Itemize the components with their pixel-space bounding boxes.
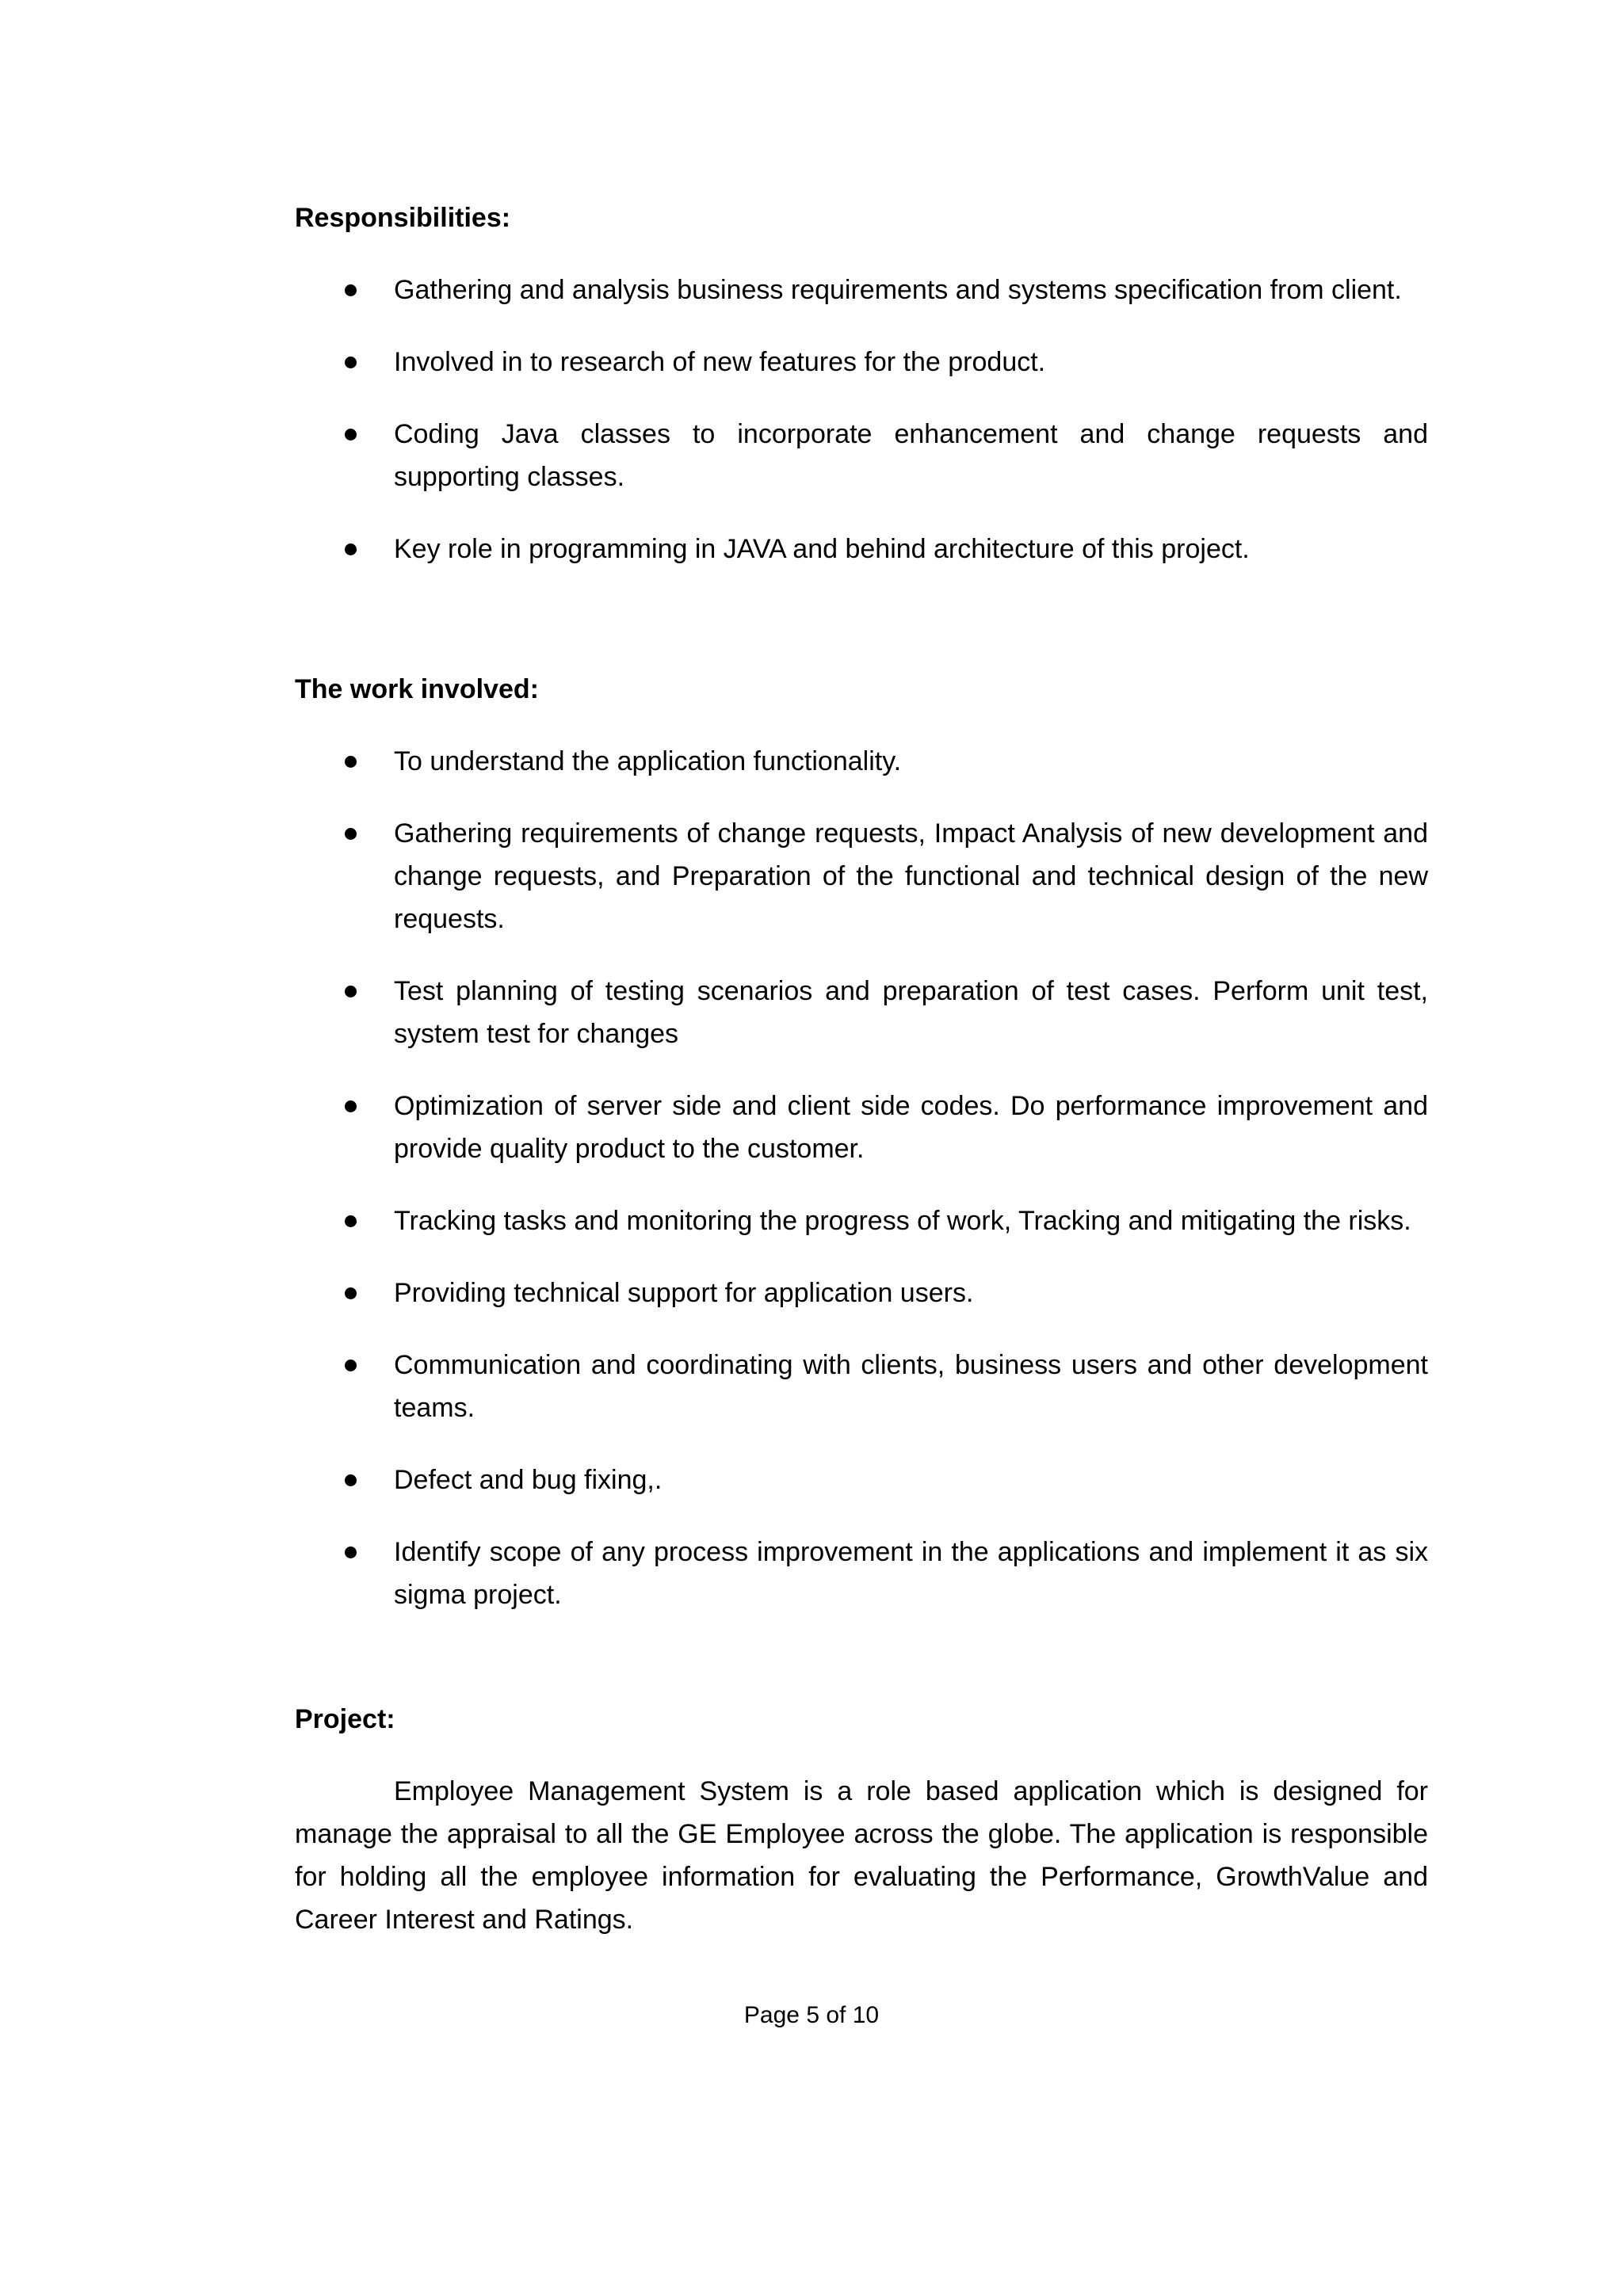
list-item-text: Gathering requirements of change requests, Impact Analysis of new development and change requests, and Preparation of the functional and technical design of the new requests. <box>394 818 1428 934</box>
list-item-text: Providing technical support for application users. <box>394 1278 974 1308</box>
project-heading: Project: <box>295 1704 395 1734</box>
bullet-icon <box>345 1547 357 1558</box>
page-content <box>295 196 1428 1941</box>
list-item <box>295 740 1428 783</box>
project-description: Employee Management System is a role based application which is designed for manage the appraisal to all the GE Employee across the globe. The application is responsible for holding all the employee information for evaluating the Performance, GrowthValue and Career Interest and Ratings. <box>295 1776 1428 1935</box>
bullet-icon <box>345 1287 357 1299</box>
bullet-icon <box>345 429 357 441</box>
section-spacer <box>295 570 1428 668</box>
bullet-icon <box>345 284 357 296</box>
bullet-icon <box>345 1474 357 1486</box>
list-item-text: Optimization of server side and client side codes. Do performance improvement and provide quality product to the customer. <box>394 1091 1428 1164</box>
bullet-icon <box>345 1100 357 1112</box>
bullet-icon <box>345 543 357 555</box>
list-item-text: Tracking tasks and monitoring the progress of work, Tracking and mitigating the risks. <box>394 1206 1411 1236</box>
list-item <box>295 812 1428 940</box>
list-item <box>295 1531 1428 1616</box>
page-number: Page 5 of 10 <box>743 2002 880 2028</box>
list-item <box>295 1272 1428 1314</box>
list-item <box>295 970 1428 1055</box>
list-item <box>295 341 1428 383</box>
list-item <box>295 1459 1428 1501</box>
list-item <box>295 1344 1428 1429</box>
work-involved-heading: The work involved: <box>295 674 539 704</box>
bullet-icon <box>345 986 357 997</box>
list-item-text: Coding Java classes to incorporate enhancement and change requests and supporting classes. <box>394 419 1428 492</box>
list-item <box>295 1085 1428 1170</box>
bullet-icon <box>345 357 357 368</box>
list-item-text: Communication and coordinating with clients, business users and other development teams. <box>394 1350 1428 1423</box>
list-item-text: Gathering and analysis business requirements and systems specification from client. <box>394 275 1402 305</box>
list-item <box>295 269 1428 311</box>
list-item-text: Involved in to research of new features for the product. <box>394 347 1046 377</box>
work-involved-list <box>295 740 1428 1616</box>
list-item-text: Key role in programming in JAVA and behind architecture of this project. <box>394 534 1250 564</box>
list-item-text: Defect and bug fixing,. <box>394 1465 663 1495</box>
list-item <box>295 1199 1428 1242</box>
list-item <box>295 528 1428 570</box>
bullet-icon <box>345 828 357 840</box>
bullet-icon <box>345 1360 357 1371</box>
list-item-text: To understand the application functionality. <box>394 746 902 776</box>
responsibilities-list <box>295 269 1428 570</box>
bullet-icon <box>345 756 357 768</box>
list-item <box>295 413 1428 498</box>
responsibilities-heading: Responsibilities: <box>295 203 511 233</box>
bullet-icon <box>345 1215 357 1227</box>
list-item-text: Test planning of testing scenarios and preparation of test cases. Perform unit test, system test for changes <box>394 976 1428 1049</box>
list-item-text: Identify scope of any process improvement in the applications and implement it as six sigma project. <box>394 1537 1428 1610</box>
